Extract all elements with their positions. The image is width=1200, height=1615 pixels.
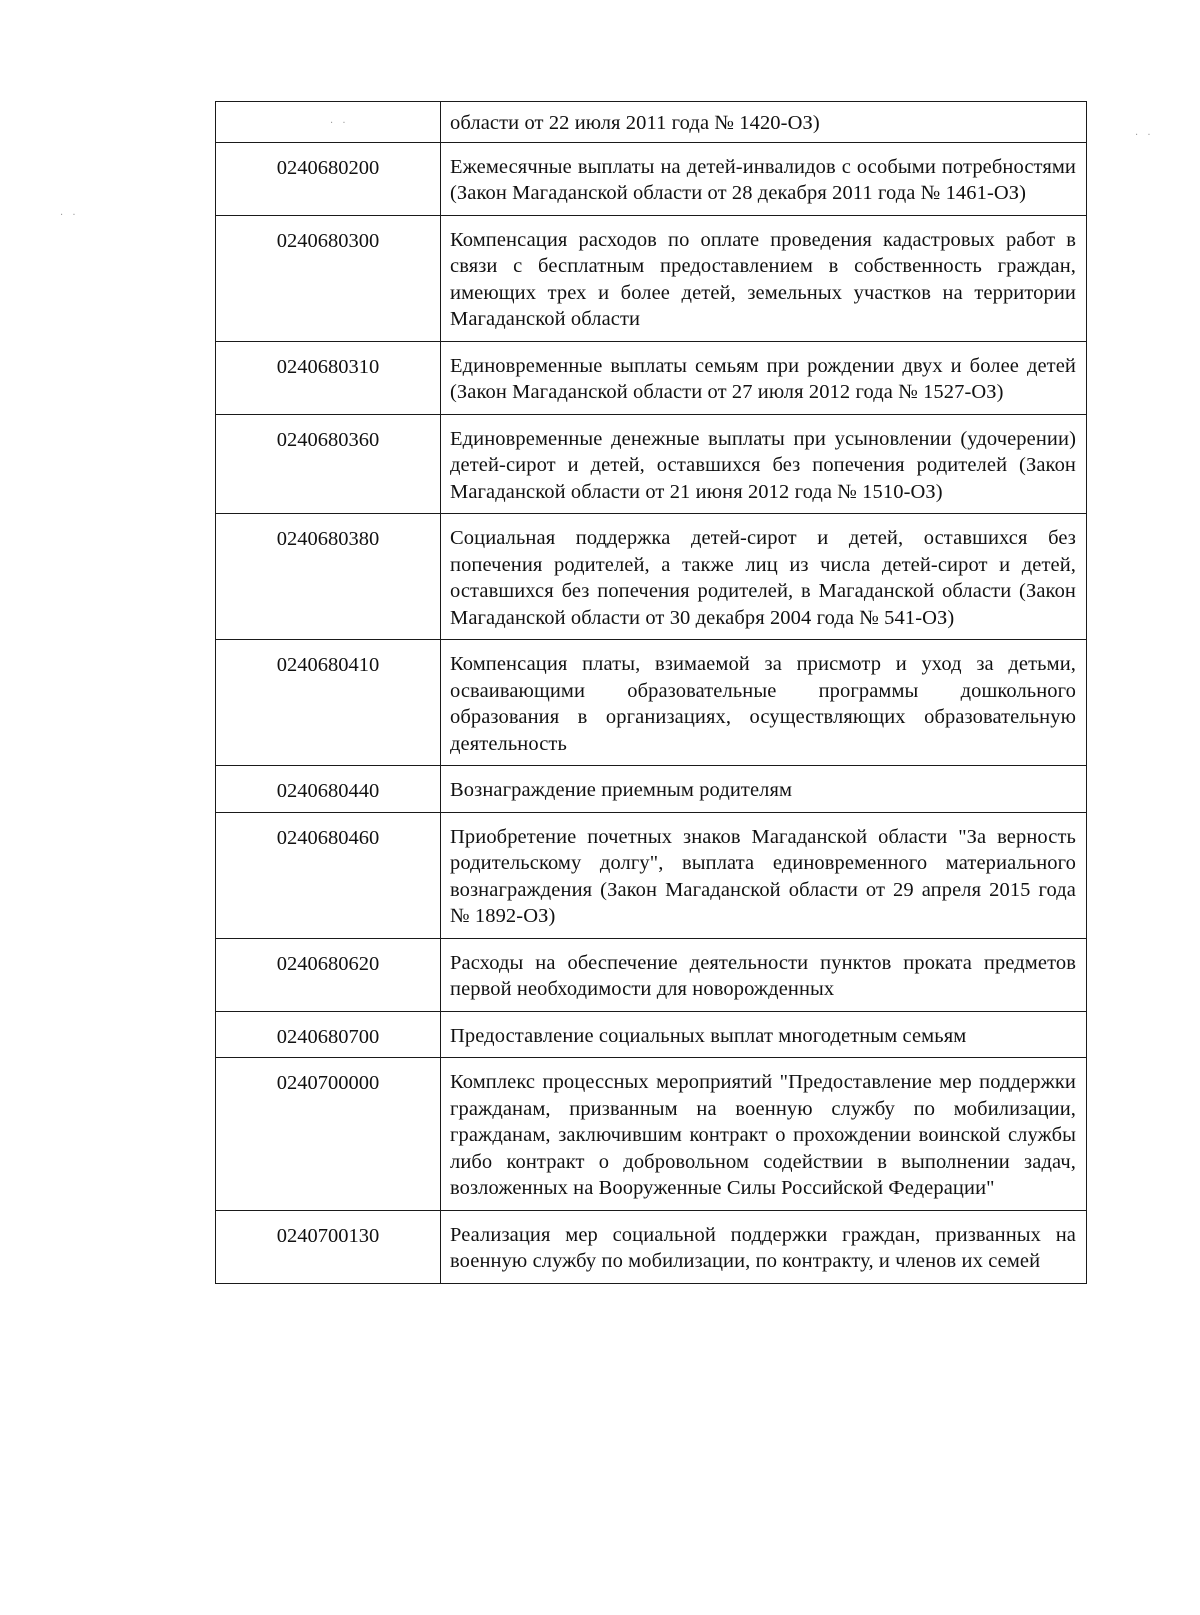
description-cell: Комплекс процессных мероприятий "Предоставление мер поддержки гражданам, призванным на военную службу по мобилизации, гражданам, заключившим контракт о прохождении воинской службы либо контракт о добровольном содействии в выполнении задач, возложенных на Вооруженные Силы Российской Федерации": [441, 1058, 1087, 1211]
code-cell: 0240680310: [216, 341, 441, 414]
code-cell: 0240700130: [216, 1210, 441, 1283]
scan-specks-decoration: · ·: [60, 210, 79, 221]
code-cell: 0240680460: [216, 812, 441, 938]
table-row: [216, 766, 1087, 813]
description-cell: Приобретение почетных знаков Магаданской области "За верность родительскому долгу", выплата единовременного материального вознаграждения (Закон Магаданской области от 29 апреля 2015 года № 1892-ОЗ): [441, 812, 1087, 938]
table-row: [216, 215, 1087, 341]
code-cell: 0240680700: [216, 1011, 441, 1058]
code-cell: 0240700000: [216, 1058, 441, 1211]
description-cell: Социальная поддержка детей-сирот и детей, оставшихся без попечения родителей, а также лиц из числа детей-сирот и детей, оставшихся без попечения родителей, в Магаданской области (Закон Магаданской области от 30 декабря 2004 года № 541-ОЗ): [441, 514, 1087, 640]
table-row: [216, 812, 1087, 938]
description-cell: Единовременные денежные выплаты при усыновлении (удочерении) детей-сирот и детей, оставшихся без попечения родителей (Закон Магаданской области от 21 июня 2012 года № 1510-ОЗ): [441, 414, 1087, 514]
table-row: [216, 514, 1087, 640]
table-row: [216, 1210, 1087, 1283]
table-row: [216, 102, 1087, 143]
code-cell: 0240680440: [216, 766, 441, 813]
table-row: [216, 1058, 1087, 1211]
description-cell: Реализация мер социальной поддержки граждан, призванных на военную службу по мобилизации, по контракту, и членов их семей: [441, 1210, 1087, 1283]
code-cell: 0240680380: [216, 514, 441, 640]
description-cell: Ежемесячные выплаты на детей-инвалидов с особыми потребностями (Закон Магаданской области от 28 декабря 2011 года № 1461-ОЗ): [441, 142, 1087, 215]
description-cell: Компенсация расходов по оплате проведения кадастровых работ в связи с бесплатным предоставлением в собственность граждан, имеющих трех и более детей, земельных участков на территории Магаданской области: [441, 215, 1087, 341]
table-row: [216, 938, 1087, 1011]
table-row: [216, 640, 1087, 766]
code-cell: 0240680410: [216, 640, 441, 766]
description-cell: области от 22 июля 2011 года № 1420-ОЗ): [441, 102, 1087, 143]
budget-codes-table: [215, 101, 1087, 1284]
description-cell: Единовременные выплаты семьям при рождении двух и более детей (Закон Магаданской области от 27 июля 2012 года № 1527-ОЗ): [441, 341, 1087, 414]
scan-specks-decoration: · ·: [1135, 130, 1154, 141]
description-cell: Вознаграждение приемным родителям: [441, 766, 1087, 813]
code-cell: 0240680620: [216, 938, 441, 1011]
table-row: [216, 142, 1087, 215]
code-cell: 0240680360: [216, 414, 441, 514]
table-row: [216, 341, 1087, 414]
description-cell: Компенсация платы, взимаемой за присмотр и уход за детьми, осваивающими образовательные программы дошкольного образования в организациях, осуществляющих образовательную деятельность: [441, 640, 1087, 766]
table-row: [216, 1011, 1087, 1058]
code-cell: [216, 102, 441, 143]
code-cell: 0240680300: [216, 215, 441, 341]
description-cell: Предоставление социальных выплат многодетным семьям: [441, 1011, 1087, 1058]
scan-specks-decoration: · ·: [330, 118, 349, 129]
code-cell: 0240680200: [216, 142, 441, 215]
description-cell: Расходы на обеспечение деятельности пунктов проката предметов первой необходимости для новорожденных: [441, 938, 1087, 1011]
table-row: [216, 414, 1087, 514]
